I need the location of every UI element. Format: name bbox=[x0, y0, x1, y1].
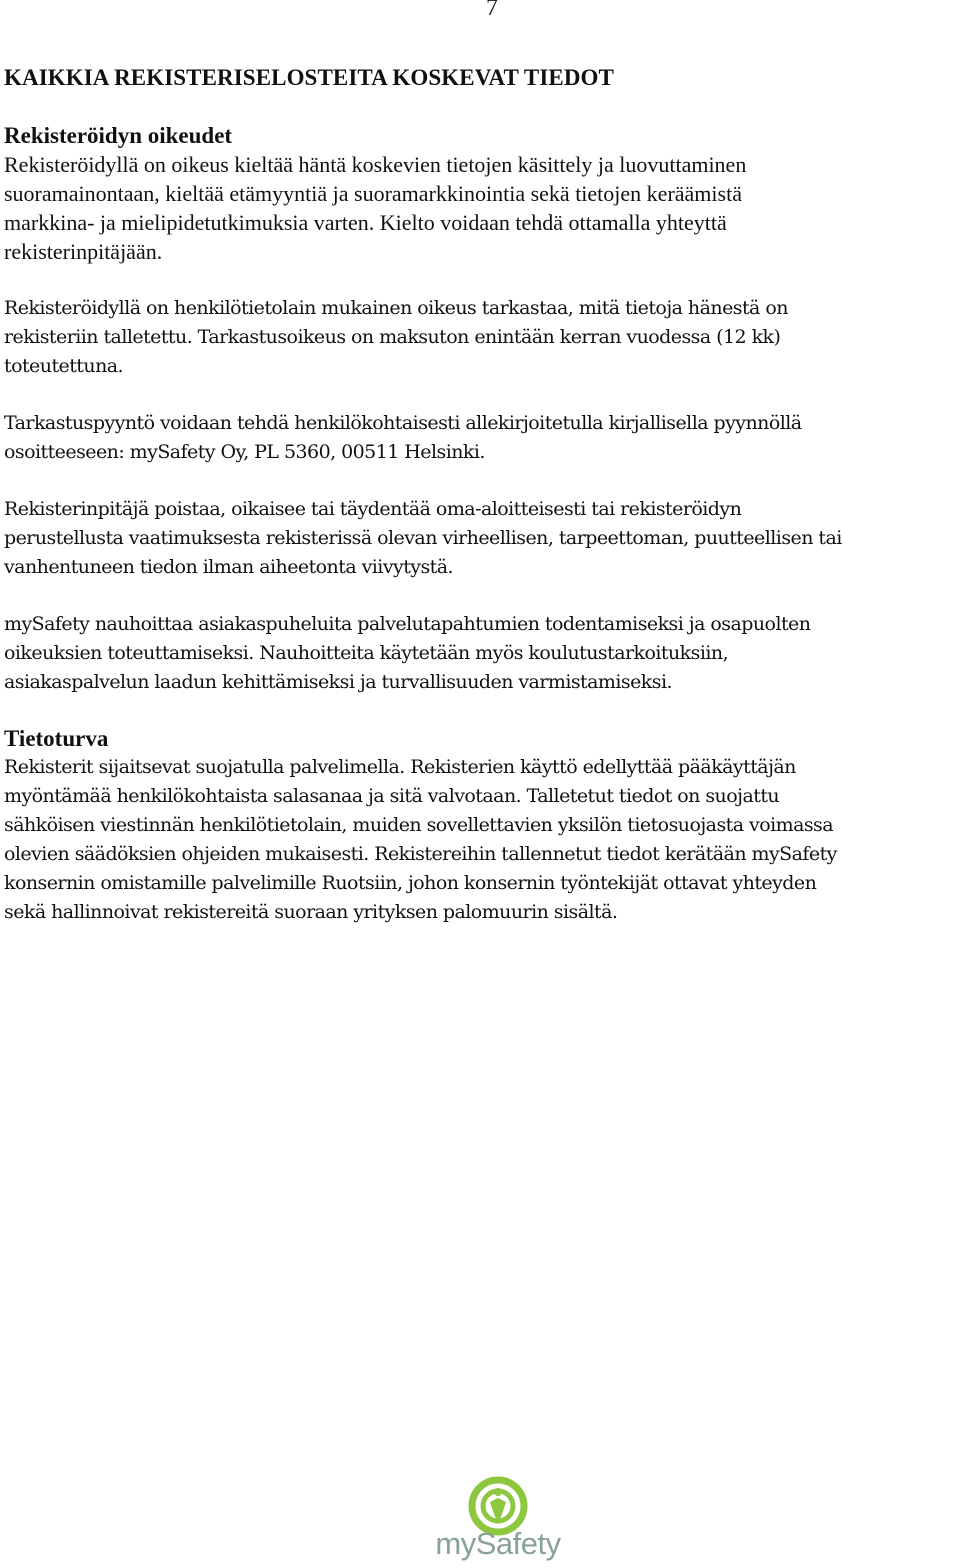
recording-paragraph: mySafety nauhoittaa asiakaspuheluita palvelutapahtumien todentamiseksi ja osapuolten oikeuksien toteuttamiseksi. Nauhoitteita käytetään myös koulutustarkoituksiin, asiakaspalvelun laadun kehittämiseksi ja turvallisuuden varmistamiseksi. bbox=[4, 613, 811, 693]
mysafety-logo bbox=[428, 1468, 568, 1566]
inspection-paragraph: Rekisteröidyllä on henkilötietolain mukainen oikeus tarkastaa, mitä tietoja hänestä on rekisteriin talletettu. Tarkastusoikeus on maksuton enintään kerran vuodessa (12 kk) toteutettuna. bbox=[4, 297, 788, 377]
rights-heading: Rekisteröidyn oikeudet bbox=[4, 123, 233, 148]
security-paragraph: Rekisterit sijaitsevat suojatulla palvelimella. Rekisterien käyttö edellyttää pääkäyttäjän myöntämää henkilökohtaista salasanaa ja sitä valvotaan. Talletetut tiedot on suojattu sähköisen viestinnän henkilötietolain, muiden sovellettavien yksilön tietosuojasta voimassa olevien säädöksien ohjeiden mukaisesti. Rekistereihin tallennetut tiedot kerätään mySafety konsernin omistamille palvelimille Ruotsiin, johon konsernin työntekijät ottavat yhteyden sekä hallinnoivat rekistereitä suoraan yrityksen palomuurin sisältä. bbox=[4, 756, 837, 923]
request-paragraph: Tarkastuspyyntö voidaan tehdä henkilökohtaisesti allekirjoitetulla kirjallisella pyynnöllä osoitteeseen: mySafety Oy, PL 5360, 00511 Helsinki. bbox=[4, 412, 802, 463]
correction-paragraph: Rekisterinpitäjä poistaa, oikaisee tai täydentää oma-aloitteisesti tai rekisteröidyn perustellusta vaatimuksesta rekisterissä olevan virheellisen, tarpeettoman, puutteellisen tai vanhentuneen tiedon ilman aiheetonta viivytystä. bbox=[4, 498, 842, 578]
document-title: KAIKKIA REKISTERISELOSTEITA KOSKEVAT TIEDOT bbox=[4, 65, 614, 90]
page-number: 7 bbox=[486, 0, 498, 21]
security-heading: Tietoturva bbox=[4, 726, 109, 751]
rights-paragraph: Rekisteröidyllä on oikeus kieltää häntä koskevien tietojen käsittely ja luovuttaminen suoramainontaan, kieltää etämyyntiä ja suoramarkkinointia sekä tietojen keräämistä markkina- ja mielipidetutkimuksia varten. Kielto voidaan tehdä ottamalla yhteyttä rekisterinpitäjään. bbox=[4, 152, 747, 264]
document-body bbox=[4, 64, 960, 927]
logo-brand-text: mySafety bbox=[435, 1526, 561, 1561]
